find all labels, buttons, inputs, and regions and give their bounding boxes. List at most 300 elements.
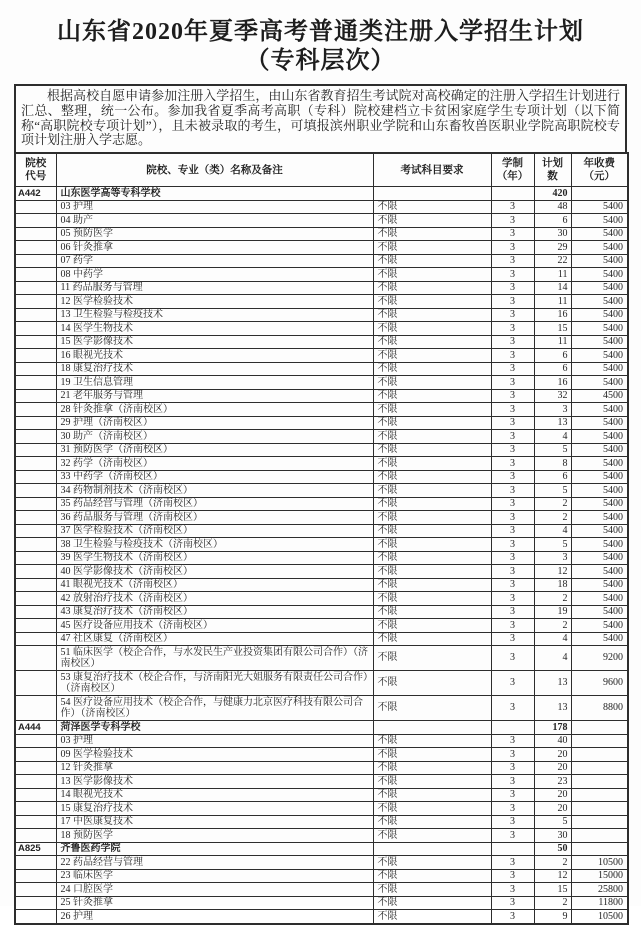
cell-exam: 不限 — [373, 457, 491, 471]
cell-fee: 5400 — [571, 200, 628, 214]
cell-exam: 不限 — [373, 200, 491, 214]
cell-name: 43 康复治疗技术（济南校区） — [56, 605, 373, 619]
cell-years: 3 — [491, 200, 534, 214]
table-row — [15, 632, 628, 646]
cell-code — [15, 829, 56, 843]
table-row — [15, 511, 628, 525]
cell-exam: 不限 — [373, 538, 491, 552]
cell-name: 54 医疗设备应用技术（校企合作，与健康力北京医疗科技有限公司合作）（济南校区） — [56, 696, 373, 721]
cell-exam: 不限 — [373, 403, 491, 417]
cell-code — [15, 761, 56, 775]
cell-fee — [571, 802, 628, 816]
cell-years: 3 — [491, 646, 534, 671]
cell-exam: 不限 — [373, 592, 491, 606]
table-row — [15, 376, 628, 390]
cell-exam: 不限 — [373, 227, 491, 241]
table-row — [15, 748, 628, 762]
table-row — [15, 761, 628, 775]
cell-name: 15 康复治疗技术 — [56, 802, 373, 816]
cell-exam — [373, 842, 491, 856]
table-row — [15, 829, 628, 843]
cell-fee — [571, 187, 628, 201]
cell-fee: 8800 — [571, 696, 628, 721]
cell-code: A442 — [15, 187, 56, 201]
cell-code — [15, 268, 56, 282]
cell-exam: 不限 — [373, 632, 491, 646]
cell-exam: 不限 — [373, 788, 491, 802]
cell-name: 24 口腔医学 — [56, 883, 373, 897]
table-row — [15, 430, 628, 444]
cell-code — [15, 511, 56, 525]
cell-name: 12 医学检验技术 — [56, 295, 373, 309]
cell-name: 28 针灸推拿（济南校区） — [56, 403, 373, 417]
cell-code — [15, 416, 56, 430]
table-row — [15, 775, 628, 789]
header-line: 数 — [547, 171, 558, 183]
cell-fee: 5400 — [571, 632, 628, 646]
table-row — [15, 671, 628, 696]
cell-name: 36 药品服务与管理（济南校区） — [56, 511, 373, 525]
cell-years: 3 — [491, 349, 534, 363]
cell-name: 08 中药学 — [56, 268, 373, 282]
page-title — [14, 18, 627, 76]
cell-plan: 420 — [534, 187, 571, 201]
cell-name: 41 眼视光技术（济南校区） — [56, 578, 373, 592]
cell-exam: 不限 — [373, 815, 491, 829]
cell-years: 3 — [491, 430, 534, 444]
cell-exam: 不限 — [373, 511, 491, 525]
cell-name: 17 中医康复技术 — [56, 815, 373, 829]
cell-name: 22 药品经营与管理 — [56, 856, 373, 870]
cell-years: 3 — [491, 214, 534, 228]
cell-exam: 不限 — [373, 578, 491, 592]
cell-plan: 30 — [534, 227, 571, 241]
table-row — [15, 788, 628, 802]
table-row — [15, 524, 628, 538]
cell-code — [15, 748, 56, 762]
cell-fee: 5400 — [571, 551, 628, 565]
cell-years: 3 — [491, 524, 534, 538]
cell-plan: 8 — [534, 457, 571, 471]
cell-name: 13 医学影像技术 — [56, 775, 373, 789]
cell-name: 30 助产（济南校区） — [56, 430, 373, 444]
table-row — [15, 308, 628, 322]
cell-exam: 不限 — [373, 696, 491, 721]
cell-years: 3 — [491, 362, 534, 376]
cell-exam: 不限 — [373, 856, 491, 870]
cell-fee — [571, 721, 628, 735]
cell-plan: 15 — [534, 322, 571, 336]
cell-plan: 11 — [534, 268, 571, 282]
cell-name: 菏泽医学专科学校 — [56, 721, 373, 735]
cell-exam: 不限 — [373, 430, 491, 444]
cell-fee: 5400 — [571, 349, 628, 363]
cell-exam: 不限 — [373, 761, 491, 775]
cell-years: 3 — [491, 538, 534, 552]
cell-code — [15, 551, 56, 565]
cell-years: 3 — [491, 295, 534, 309]
cell-fee: 10500 — [571, 910, 628, 924]
cell-code — [15, 856, 56, 870]
cell-code — [15, 802, 56, 816]
header-annual-fee — [571, 153, 628, 187]
cell-exam: 不限 — [373, 322, 491, 336]
cell-years: 3 — [491, 322, 534, 336]
cell-name: 53 康复治疗技术（校企合作，与济南阳光大姐服务有限责任公司合作）（济南校区） — [56, 671, 373, 696]
table-row — [15, 842, 628, 856]
cell-exam: 不限 — [373, 802, 491, 816]
cell-years: 3 — [491, 335, 534, 349]
table-row — [15, 227, 628, 241]
cell-plan: 16 — [534, 308, 571, 322]
cell-plan: 30 — [534, 829, 571, 843]
cell-code — [15, 538, 56, 552]
table-row — [15, 457, 628, 471]
header-line: 代号 — [25, 171, 47, 183]
cell-exam: 不限 — [373, 349, 491, 363]
cell-exam: 不限 — [373, 910, 491, 924]
cell-fee: 5400 — [571, 416, 628, 430]
cell-fee: 5400 — [571, 403, 628, 417]
cell-plan: 3 — [534, 403, 571, 417]
cell-exam: 不限 — [373, 734, 491, 748]
cell-plan: 20 — [534, 748, 571, 762]
cell-plan: 6 — [534, 349, 571, 363]
cell-years: 3 — [491, 376, 534, 390]
cell-name: 23 临床医学 — [56, 869, 373, 883]
cell-fee: 5400 — [571, 565, 628, 579]
cell-code — [15, 389, 56, 403]
cell-code — [15, 788, 56, 802]
cell-plan: 48 — [534, 200, 571, 214]
table-row — [15, 883, 628, 897]
cell-exam: 不限 — [373, 335, 491, 349]
table-row — [15, 578, 628, 592]
cell-plan: 12 — [534, 565, 571, 579]
cell-plan: 6 — [534, 470, 571, 484]
cell-name: 33 中药学（济南校区） — [56, 470, 373, 484]
header-line: 年收费 — [583, 158, 615, 170]
table-row — [15, 551, 628, 565]
header-plan-count — [534, 153, 571, 187]
cell-fee: 5400 — [571, 605, 628, 619]
table-row — [15, 443, 628, 457]
table-row — [15, 592, 628, 606]
cell-years — [491, 187, 534, 201]
cell-name: 47 社区康复（济南校区） — [56, 632, 373, 646]
cell-fee — [571, 788, 628, 802]
cell-years: 3 — [491, 443, 534, 457]
table-row — [15, 214, 628, 228]
cell-code — [15, 457, 56, 471]
table-row — [15, 335, 628, 349]
cell-fee: 5400 — [571, 376, 628, 390]
cell-plan: 5 — [534, 484, 571, 498]
cell-fee: 5400 — [571, 524, 628, 538]
header-line: 计划 — [542, 158, 563, 170]
cell-exam: 不限 — [373, 775, 491, 789]
cell-years: 3 — [491, 403, 534, 417]
cell-plan: 2 — [534, 896, 571, 910]
table-row — [15, 856, 628, 870]
cell-exam: 不限 — [373, 362, 491, 376]
cell-code — [15, 241, 56, 255]
cell-years: 3 — [491, 761, 534, 775]
cell-plan: 2 — [534, 856, 571, 870]
cell-years: 3 — [491, 869, 534, 883]
cell-fee: 5400 — [571, 362, 628, 376]
cell-plan: 13 — [534, 696, 571, 721]
cell-fee — [571, 815, 628, 829]
cell-years: 3 — [491, 457, 534, 471]
cell-name: 21 老年服务与管理 — [56, 389, 373, 403]
cell-code — [15, 200, 56, 214]
table-row — [15, 497, 628, 511]
table-row — [15, 322, 628, 336]
cell-years: 3 — [491, 632, 534, 646]
cell-name: 18 康复治疗技术 — [56, 362, 373, 376]
cell-plan: 29 — [534, 241, 571, 255]
cell-years: 3 — [491, 748, 534, 762]
cell-years: 3 — [491, 308, 534, 322]
cell-exam: 不限 — [373, 241, 491, 255]
table-row — [15, 281, 628, 295]
table-row — [15, 470, 628, 484]
cell-exam: 不限 — [373, 671, 491, 696]
cell-exam: 不限 — [373, 268, 491, 282]
cell-exam: 不限 — [373, 748, 491, 762]
cell-name: 12 针灸推拿 — [56, 761, 373, 775]
cell-name: 26 护理 — [56, 910, 373, 924]
cell-fee: 5400 — [571, 322, 628, 336]
table-row — [15, 605, 628, 619]
header-college-code — [15, 153, 56, 187]
cell-years: 3 — [491, 775, 534, 789]
cell-years: 3 — [491, 734, 534, 748]
cell-years: 3 — [491, 389, 534, 403]
cell-code — [15, 497, 56, 511]
table-row — [15, 484, 628, 498]
cell-years: 3 — [491, 254, 534, 268]
cell-fee: 9200 — [571, 646, 628, 671]
cell-years: 3 — [491, 696, 534, 721]
cell-fee: 10500 — [571, 856, 628, 870]
cell-fee: 5400 — [571, 308, 628, 322]
cell-name: 15 医学影像技术 — [56, 335, 373, 349]
table-row — [15, 734, 628, 748]
cell-name: 38 卫生检验与检疫技术（济南校区） — [56, 538, 373, 552]
cell-name: 山东医学高等专科学校 — [56, 187, 373, 201]
cell-code — [15, 403, 56, 417]
table-row — [15, 815, 628, 829]
cell-plan: 40 — [534, 734, 571, 748]
cell-exam: 不限 — [373, 829, 491, 843]
cell-years: 3 — [491, 883, 534, 897]
cell-years: 3 — [491, 578, 534, 592]
cell-fee: 5400 — [571, 295, 628, 309]
cell-plan: 11 — [534, 335, 571, 349]
cell-plan: 22 — [534, 254, 571, 268]
cell-code — [15, 376, 56, 390]
header-line: （元） — [583, 171, 615, 183]
cell-code — [15, 254, 56, 268]
cell-years: 3 — [491, 565, 534, 579]
cell-years: 3 — [491, 802, 534, 816]
cell-exam: 不限 — [373, 295, 491, 309]
cell-exam — [373, 187, 491, 201]
cell-plan: 19 — [534, 605, 571, 619]
cell-name: 40 医学影像技术（济南校区） — [56, 565, 373, 579]
cell-fee: 5400 — [571, 430, 628, 444]
cell-name: 05 预防医学 — [56, 227, 373, 241]
table-row — [15, 802, 628, 816]
table-header-row — [15, 153, 628, 187]
cell-plan: 50 — [534, 842, 571, 856]
table-row — [15, 646, 628, 671]
cell-years: 3 — [491, 619, 534, 633]
cell-code — [15, 910, 56, 924]
cell-name: 32 药学（济南校区） — [56, 457, 373, 471]
plan-table-body — [15, 187, 628, 924]
table-row — [15, 268, 628, 282]
cell-plan: 2 — [534, 511, 571, 525]
cell-plan: 12 — [534, 869, 571, 883]
cell-code — [15, 565, 56, 579]
cell-exam: 不限 — [373, 443, 491, 457]
cell-exam: 不限 — [373, 551, 491, 565]
header-line: 院校 — [25, 158, 47, 170]
cell-exam: 不限 — [373, 646, 491, 671]
cell-fee: 9600 — [571, 671, 628, 696]
header-exam-subject-requirement: 考试科目要求 — [373, 153, 491, 187]
header-line: 学制 — [502, 158, 523, 170]
cell-name: 29 护理（济南校区） — [56, 416, 373, 430]
cell-name: 18 预防医学 — [56, 829, 373, 843]
cell-name: 35 药品经营与管理（济南校区） — [56, 497, 373, 511]
cell-code — [15, 362, 56, 376]
cell-plan: 20 — [534, 761, 571, 775]
cell-years — [491, 721, 534, 735]
cell-exam: 不限 — [373, 281, 491, 295]
cell-years: 3 — [491, 815, 534, 829]
cell-years: 3 — [491, 788, 534, 802]
cell-code — [15, 632, 56, 646]
cell-code: A444 — [15, 721, 56, 735]
cell-code — [15, 605, 56, 619]
cell-plan: 178 — [534, 721, 571, 735]
cell-plan: 4 — [534, 632, 571, 646]
table-row — [15, 389, 628, 403]
cell-code — [15, 430, 56, 444]
cell-name: 19 卫生信息管理 — [56, 376, 373, 390]
cell-fee — [571, 761, 628, 775]
cell-exam: 不限 — [373, 497, 491, 511]
cell-plan: 13 — [534, 416, 571, 430]
table-row — [15, 241, 628, 255]
cell-fee — [571, 734, 628, 748]
table-row — [15, 721, 628, 735]
cell-plan: 4 — [534, 430, 571, 444]
cell-code — [15, 671, 56, 696]
cell-years: 3 — [491, 856, 534, 870]
cell-plan: 5 — [534, 443, 571, 457]
intro-paragraph: 根据高校自愿申请参加注册入学招生，由山东省教育招生考试院对高校确定的注册入学招生计划进行汇总、整理，统一公布。参加我省夏季高考高职（专科）院校建档立卡贫困家庭学生专项计划（以下简称“高职院校专项计划”），且未被录取的考生，可填报滨州职业学院和山东畜牧兽医职业学院高职院校专项计划注册入学志愿。 — [14, 84, 627, 154]
cell-code — [15, 815, 56, 829]
cell-exam: 不限 — [373, 524, 491, 538]
cell-fee: 5400 — [571, 497, 628, 511]
cell-years: 3 — [491, 268, 534, 282]
cell-fee — [571, 842, 628, 856]
cell-years: 3 — [491, 605, 534, 619]
cell-years — [491, 842, 534, 856]
cell-fee: 5400 — [571, 578, 628, 592]
cell-plan: 16 — [534, 376, 571, 390]
cell-fee: 5400 — [571, 214, 628, 228]
cell-exam: 不限 — [373, 376, 491, 390]
header-college-major-name: 院校、专业（类）名称及备注 — [56, 153, 373, 187]
table-row — [15, 696, 628, 721]
cell-years: 3 — [491, 551, 534, 565]
table-row — [15, 362, 628, 376]
cell-plan: 6 — [534, 214, 571, 228]
cell-code — [15, 349, 56, 363]
table-row — [15, 869, 628, 883]
cell-name: 09 医学检验技术 — [56, 748, 373, 762]
cell-exam: 不限 — [373, 605, 491, 619]
cell-code — [15, 883, 56, 897]
enrollment-plan-table — [14, 152, 629, 925]
cell-plan: 15 — [534, 883, 571, 897]
cell-fee: 5400 — [571, 538, 628, 552]
cell-code — [15, 696, 56, 721]
cell-name: 14 眼视光技术 — [56, 788, 373, 802]
cell-name: 37 医学检验技术（济南校区） — [56, 524, 373, 538]
cell-fee: 5400 — [571, 227, 628, 241]
cell-years: 3 — [491, 829, 534, 843]
cell-code — [15, 592, 56, 606]
cell-years: 3 — [491, 592, 534, 606]
cell-name: 03 护理 — [56, 734, 373, 748]
cell-years: 3 — [491, 910, 534, 924]
cell-code — [15, 281, 56, 295]
cell-fee — [571, 829, 628, 843]
cell-code — [15, 214, 56, 228]
cell-years: 3 — [491, 896, 534, 910]
cell-fee: 4500 — [571, 389, 628, 403]
cell-exam: 不限 — [373, 214, 491, 228]
table-row — [15, 295, 628, 309]
cell-code — [15, 646, 56, 671]
cell-years: 3 — [491, 484, 534, 498]
cell-code — [15, 734, 56, 748]
cell-fee: 5400 — [571, 268, 628, 282]
cell-plan: 13 — [534, 671, 571, 696]
cell-name: 31 预防医学（济南校区） — [56, 443, 373, 457]
cell-name: 06 针灸推拿 — [56, 241, 373, 255]
cell-exam: 不限 — [373, 416, 491, 430]
cell-code — [15, 295, 56, 309]
page-title-line2: （专科层次） — [245, 48, 396, 74]
cell-years: 3 — [491, 470, 534, 484]
cell-name: 04 助产 — [56, 214, 373, 228]
cell-code — [15, 524, 56, 538]
cell-code — [15, 896, 56, 910]
cell-years: 3 — [491, 281, 534, 295]
cell-plan: 3 — [534, 551, 571, 565]
cell-years: 3 — [491, 227, 534, 241]
cell-fee: 5400 — [571, 281, 628, 295]
cell-name: 42 放射治疗技术（济南校区） — [56, 592, 373, 606]
